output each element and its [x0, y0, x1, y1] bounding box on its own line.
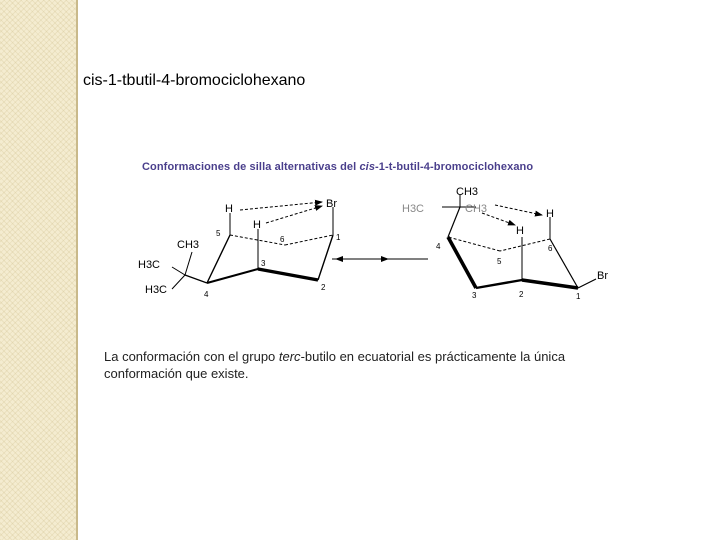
right-h3c: H3C	[402, 203, 425, 215]
left-c3: 3	[261, 259, 266, 268]
right-c3: 3	[472, 291, 477, 300]
left-h3c-b: H3C	[145, 284, 168, 296]
left-c2: 2	[321, 283, 326, 292]
right-c1: 1	[576, 292, 581, 301]
right-br: Br	[597, 270, 608, 282]
right-c2: 2	[519, 290, 524, 299]
caption: La conformación con el grupo terc-butilo en ecuatorial es prácticamente la única conformación que existe.	[104, 349, 566, 381]
right-c4: 4	[436, 242, 441, 251]
right-c6: 6	[548, 244, 553, 253]
right-c5: 5	[497, 257, 502, 266]
right-ch3-mid: CH3	[465, 203, 488, 215]
left-h-top: H	[225, 203, 233, 215]
decorative-side-bar	[0, 0, 78, 540]
left-c5: 5	[216, 229, 221, 238]
figure-title: Conformaciones de silla alternativas del cis-1-t-butil-4-bromociclohexano	[142, 161, 534, 173]
slide-title: cis-1-tbutil-4-bromociclohexano	[83, 72, 306, 89]
chair-diagram	[130, 155, 620, 305]
left-c4: 4	[204, 290, 209, 299]
left-c6: 6	[280, 235, 285, 244]
chair-conformations-figure	[130, 155, 620, 305]
right-h-top: H	[546, 208, 554, 220]
left-br: Br	[326, 198, 337, 210]
left-ch3: CH3	[177, 239, 200, 251]
right-ch3-top: CH3	[456, 186, 479, 198]
right-h-inner: H	[516, 225, 524, 237]
left-h3c-a: H3C	[138, 259, 161, 271]
left-c1: 1	[336, 233, 341, 242]
left-h-inner: H	[253, 219, 261, 231]
